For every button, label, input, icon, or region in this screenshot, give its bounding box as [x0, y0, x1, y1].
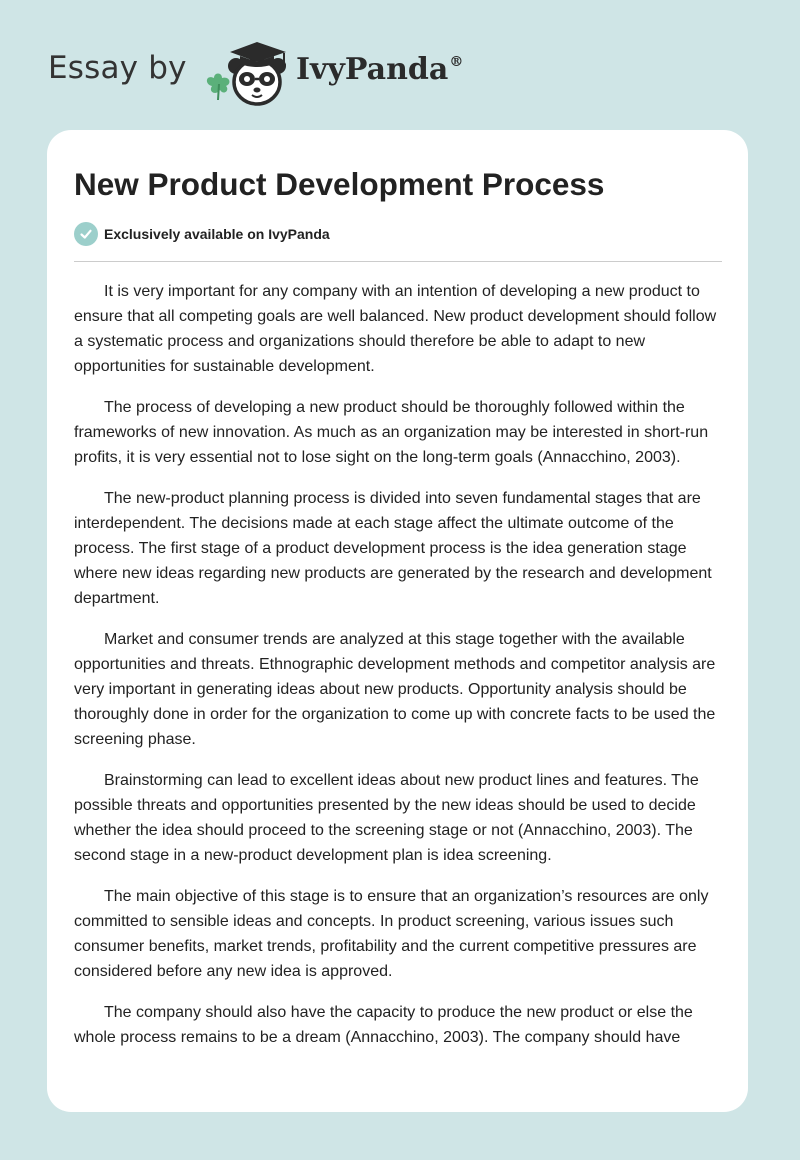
essay-card [47, 130, 748, 1112]
essay-body [74, 279, 722, 1066]
panda-graduate-icon[interactable] [200, 34, 296, 110]
paragraph: Market and consumer trends are analyzed at this stage together with the available opportunities and threats. Ethnographic development methods and competitor analysis are very important in generating ideas about new products. Opportunity analysis should be thoroughly done in order for the organization to come up with concrete facts to be used the screening phase. [74, 631, 716, 748]
paragraph: Brainstorming can lead to excellent ideas about new product lines and features. The possible threats and opportunities presented by the new ideas should be used to decide whether the idea should proceed to the screening stage or not (Annacchino, 2003). The second stage in a new-product development plan is idea screening. [74, 772, 699, 864]
leaf-icon [207, 74, 230, 101]
brand-name[interactable]: IvyPanda® [296, 52, 464, 87]
essay-by-label: Essay by [48, 50, 187, 86]
registered-mark: ® [449, 54, 464, 70]
paragraph: The main objective of this stage is to ensure that an organization’s resources are only committed to sensible ideas and concepts. In product screening, various issues such consumer benefits, market trends, profitability and the current competitive pressures are considered before any new idea is approved. [74, 888, 709, 980]
check-icon [74, 222, 98, 246]
essay-title: New Product Development Process [74, 166, 605, 202]
paragraph: The process of developing a new product should be thoroughly followed within the frameworks of new innovation. As much as an organization may be interested in short-run profits, it is very essential not to lose sight on the long-term goals (Annacchino, 2003). [74, 399, 709, 466]
paragraph: The new-product planning process is divided into seven fundamental stages that are interdependent. The decisions made at each stage affect the ultimate outcome of the process. The first stage of a product development process is the idea generation stage where new ideas regarding new products are generated by the research and development department. [74, 490, 712, 607]
paragraph: It is very important for any company with an intention of developing a new product to ensure that all competing goals are well balanced. New product development should follow a systematic process and organizations should therefore be able to adapt to new opportunities for sustainable development. [74, 283, 717, 375]
exclusive-label: Exclusively available on IvyPanda [104, 226, 330, 242]
title-divider [74, 261, 722, 262]
paragraph: The company should also have the capacity to produce the new product or else the whole process remains to be a dream (Annacchino, 2003). The company should have [74, 1004, 693, 1046]
exclusive-badge [74, 222, 330, 246]
site-header [48, 30, 508, 110]
